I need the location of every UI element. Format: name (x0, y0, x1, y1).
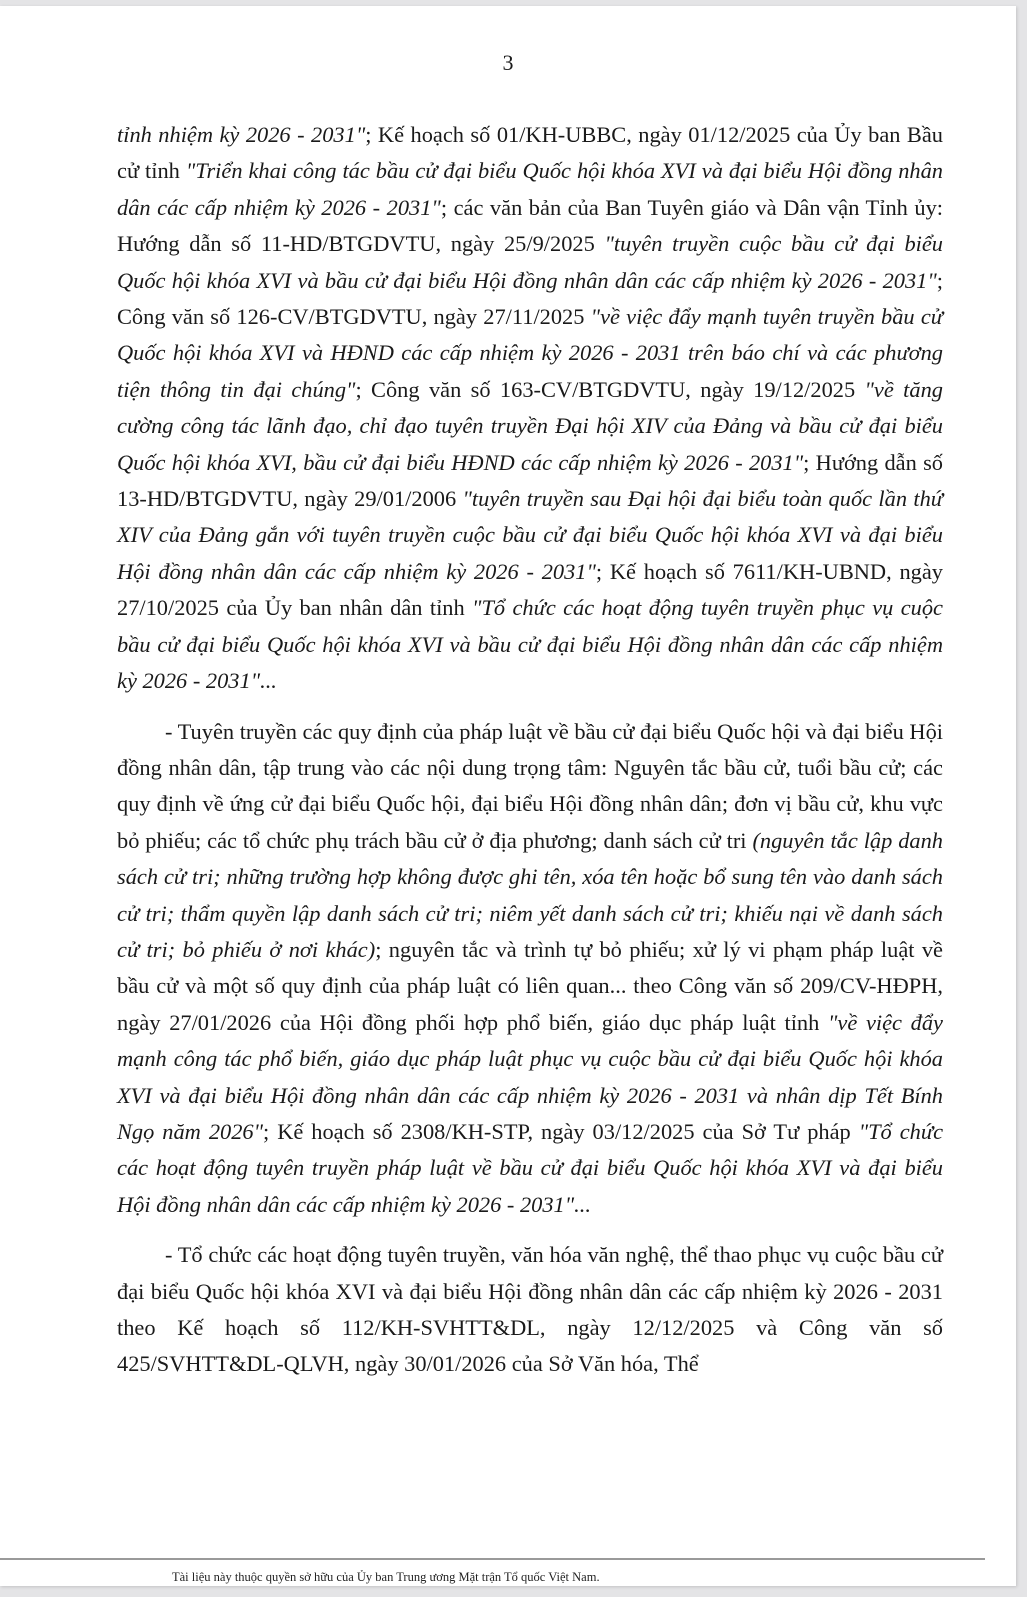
body-text: - Tổ chức các hoạt động tuyên truyền, văn hóa văn nghệ, thể thao phục vụ cuộc bầu cử đại biểu Quốc hội khóa XVI và đại biểu Hội đồng nhân dân các cấp nhiệm kỳ 2026 - 2031 theo Kế hoạch số 112/KH-SVHTT&DL, ngày 12/12/2025 và Công văn số 425/SVHTT&DL-QLVH, ngày 30/01/2026 của Sở Văn hóa, Thể (117, 1242, 943, 1377)
quoted-title-text: "Tổ chức các hoạt động tuyên truyền pháp luật về bầu cử đại biểu Quốc hội khóa XVI và đại biểu Hội đồng nhân dân các cấp nhiệm kỳ 2026 - 2031"... (117, 1118, 944, 1217)
quoted-title-text: "Triển khai công tác bầu cử đại biểu Quốc hội khóa XVI và đại biểu Hội đồng nhân dân các cấp nhiệm kỳ 2026 - 2031" (117, 158, 943, 220)
footer-copyright: Tài liệu này thuộc quyền sở hữu của Ủy ban Trung ương Mặt trận Tổ quốc Việt Nam. (172, 1570, 600, 1584)
body-text: ; nguyên tắc và trình tự bỏ phiếu; xử lý vi phạm pháp luật về bầu cử và một số quy định của pháp luật có liên quan... theo Công văn số 209/CV-HĐPH, ngày 27/01/2026 của Hội đồng phối hợp phổ biến, giáo dục pháp luật tỉnh (117, 936, 943, 1035)
document-page (0, 6, 1016, 1586)
document-body (117, 117, 943, 1383)
quoted-title-text: "về việc đẩy mạnh tuyên truyền bầu cử Quốc hội khóa XVI và HĐND các cấp nhiệm kỳ 2026 - 2031 trên báo chí và các phương tiện thông tin đại chúng" (117, 304, 943, 402)
paragraph-cultural-activities (117, 1237, 943, 1383)
page-number: 3 (502, 50, 514, 75)
paragraph-law-propaganda (117, 714, 943, 1224)
body-text: ; Kế hoạch số 7611/KH-UBND, ngày 27/10/2025 của Ủy ban nhân dân tỉnh (117, 558, 943, 621)
paragraph-legal-references (117, 117, 943, 700)
body-text: ; Kế hoạch số 01/KH-UBBC, ngày 01/12/2025 của Ủy ban Bầu cử tỉnh (117, 122, 943, 184)
body-text: ; Hướng dẫn số 13-HD/BTGDVTU, ngày 29/01/2006 (117, 449, 944, 512)
quoted-title-text: "về việc đẩy mạnh công tác phổ biến, giáo dục pháp luật phục vụ cuộc bầu cử đại biểu Quốc hội khóa XVI và đại biểu Hội đồng nhân dân các cấp nhiệm kỳ 2026 - 2031 và nhân dịp Tết Bính Ngọ năm 2026" (117, 1009, 943, 1144)
quoted-title-text: "về tăng cường công tác lãnh đạo, chỉ đạo tuyên truyền Đại hội XIV của Đảng và bầu cử đại biểu Quốc hội khóa XVI, bầu cử đại biểu HĐND các cấp nhiệm kỳ 2026 - 2031" (117, 376, 943, 475)
body-text: - Tuyên truyền các quy định của pháp luật về bầu cử đại biểu Quốc hội và đại biểu Hội đồng nhân dân, tập trung vào các nội dung trọng tâm: Nguyên tắc bầu cử, tuổi bầu cử; các quy định về ứng cử đại biểu Quốc hội, đại biểu Hội đồng nhân dân; đơn vị bầu cử, khu vực bỏ phiếu; các tổ chức phụ trách bầu cử ở địa phương; danh sách cử tri (117, 718, 943, 853)
footer-divider (0, 1558, 985, 1560)
quoted-title-text: "tuyên truyền cuộc bầu cử đại biểu Quốc hội khóa XVI và bầu cử đại biểu Hội đồng nhân dân các cấp nhiệm kỳ 2026 - 2031" (117, 231, 943, 293)
quoted-title-text: "Tổ chức các hoạt động tuyên truyền phục vụ cuộc bầu cử đại biểu Quốc hội khóa XVI và bầu cử đại biểu Hội đồng nhân dân các cấp nhiệm kỳ 2026 - 2031"... (117, 595, 943, 694)
quoted-title-text: (nguyên tắc lập danh sách cử tri; những trường hợp không được ghi tên, xóa tên hoặc bổ sung tên vào danh sách cử tri; thẩm quyền lập danh sách cử tri; niêm yết danh sách cử tri; khiếu nại về danh sách cử tri; bỏ phiếu ở nơi khác) (117, 827, 944, 962)
body-text: ; các văn bản của Ban Tuyên giáo và Dân vận Tỉnh ủy: Hướng dẫn số 11-HD/BTGDVTU, ngày 25/9/2025 (117, 194, 943, 257)
body-text: ; Công văn số 126-CV/BTGDVTU, ngày 27/11/2025 (117, 267, 943, 330)
body-text: ; Công văn số 163-CV/BTGDVTU, ngày 19/12/2025 (355, 376, 865, 402)
quoted-title-text: "tuyên truyền sau Đại hội đại biểu toàn quốc lần thứ XIV của Đảng gắn với tuyên truyền cuộc bầu cử đại biểu Quốc hội khóa XVI và đại biểu Hội đồng nhân dân các cấp nhiệm kỳ 2026 - 2031" (117, 486, 943, 584)
quoted-title-text: tỉnh nhiệm kỳ 2026 - 2031" (117, 122, 366, 147)
body-text: ; Kế hoạch số 2308/KH-STP, ngày 03/12/2025 của Sở Tư pháp (263, 1118, 859, 1144)
